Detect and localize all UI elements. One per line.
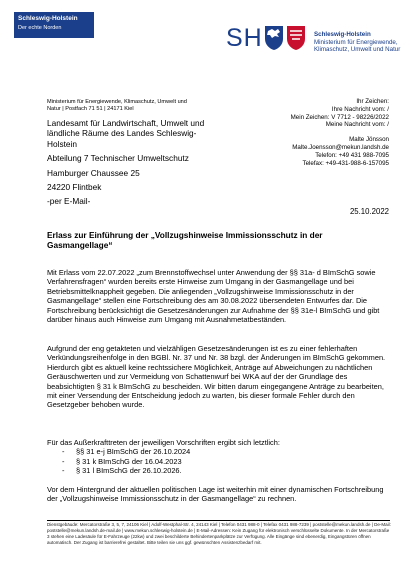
contact-email[interactable]: Malte.Joensson@mekun.landsh.de [292,143,389,151]
ihr-zeichen: Ihr Zeichen: [356,98,389,105]
logo-tagline: Der echte Norden [18,25,62,31]
mein-zeichen: Mein Zeichen: V 7712 - 98226/2022 [290,113,389,121]
delivery-note: -per E-Mail- [47,196,91,207]
body-paragraph-1: Mit Erlass vom 22.07.2022 „zum Brennstoffwechsel unter Anwendung der §§ 31a- d BImSchG sowie Verfahrensfragen“ wurden bereits erste Hinweise zum Umgang in der Gasmangellage und bei Betriebsmittelknappheit gegeben. Die anliegenden „Vollzugshinweise Immissionsschutz in der Gasmangellage“ stellen eine Fortschreibung des am 30.08.2022 übersendeten Entwurfes dar. Die Fortschreibung berücksichtigt die Gesetzesänderungen zur Aufnahme der §§ 31e-l BImSchG und gibt darüber hinaus auch Hinweise zum Umgang mit Ausnahmetatbeständen. [47,268,380,325]
sh-logo-mark: SH [226,24,263,52]
list-item [62,466,190,476]
list-item [62,447,190,457]
list-item [62,457,190,467]
bullet-marker: - [62,456,65,466]
expiry-list [62,447,190,476]
ihre-nachricht: Ihre Nachricht vom: / [331,105,389,113]
recipient-line: Abteilung 7 Technischer Umweltschutz [47,153,189,164]
ministry-brand: Schleswig-Holstein [314,31,371,38]
body-paragraph-3: Für das Außerkrafttreten der jeweiligen Vorschriften ergibt sich letztlich: [47,438,280,447]
meine-nachricht: Meine Nachricht vom: / [325,121,389,129]
ministry-logo-text [314,31,410,54]
recipient-line: 24220 Flintbek [47,182,102,193]
footer-text: Dienstgebäude: Mercatorstraße 3, 5, 7, 24106 Kiel | Adolf-Westphal-Str. 4, 24143 Kiel | Telefon 0431 988-0 | Telefax 0431 988-7239 | poststelle@mekun.landsh.de | De-Mail: poststelle@mekun.landsh.de-mail.de | www.mekun.schleswig-holstein.de | E-Mail-Adressen: Kein Zugang für elektronisch verschlüsselte Dokumente. In der Mercatorstraße 3 stehen eine Ladesäule für E-Fahrzeuge (22kw) und zwei beschilderte Behindertenparkplätze zur Verfügung. Alle Eingänge sind ebenerdig, Eingangstüren öffnen automatisch. Der Zugang ist barrierefrei gestaltet. Bitte teilen sie uns ggf. gewünschten Assistenzbedarf mit. [47,522,391,545]
schleswig-holstein-logo [14,12,94,38]
letter-subject: Erlass zur Einführung der „Vollzugshinweise Immissionsschutz in der Gasmangellage“ [47,230,323,251]
list-item-text: § 31 k BImSchG der 16.04.2023 [76,456,182,466]
bullet-marker: - [62,447,65,456]
logo-title: Schleswig-Holstein [18,15,78,22]
contact-phone: Telefon: +49 431 988-7095 [315,151,389,159]
recipient-line: Hamburger Chaussee 25 [47,167,140,178]
recipient-line: Holstein [47,138,77,149]
letter-date: 25.10.2022 [349,207,389,216]
footer-divider [47,520,390,521]
sender-line: Ministerium für Energiewende, Klimaschutz, Umwelt und Natur | Postfach 71 51 | 24171 Kiel [47,99,187,112]
recipient-line: ländliche Räume des Landes Schleswig- [47,128,197,139]
body-paragraph-2: Aufgrund der eng getakteten und vielzähligen Gesetzesänderungen ist es zu einer fehlerhaften Verkündungsreihenfolge in den BGBl. Nr. 37 und Nr. 38 bzgl. der Änderungen im BImSchG gekommen. Hierdurch gibt es aktuell keine rechtssichere Möglichkeit, Anträge auf Abweichungen zu nächtlichen Geräuschwerten und zur Vermeidung von Schattenwurf bei WKA auf der der Grundlage des beabsichtigten § 31 k BImSchG zu bescheiden. Wir bitten darum eingegangene Anträge zu bearbeiten, mit einer Versendung der Entscheidung jedoch zu warten, bis dieser formale Fehler durch den Gesetzgeber behoben wurde. [47,344,386,410]
reference-info [179,98,389,167]
coat-of-arms-icon [263,25,307,51]
contact-fax: Telefax: +49-431-988-6-157095 [302,159,389,167]
list-item-text: § 31 l BImSchG der 26.10.2026. [76,466,182,476]
bullet-marker: - [62,466,65,476]
contact-name: Malte Jönsson [349,136,389,144]
ministry-name-line-1: Ministerium für Energiewende, [314,38,398,46]
list-item-text: §§ 31 e-j BImSchG der 26.10.2024 [76,447,191,456]
ministry-name-line-2: Klimaschutz, Umwelt und Natur [314,46,401,54]
body-paragraph-4: Vor dem Hintergrund der aktuellen politischen Lage ist weiterhin mit einer dynamischen Fortschreibung der „Vollzugshinweise Immissionsschutz in der Gasmangellage“ zu rechnen. [47,485,384,504]
recipient-line: Landesamt für Landwirtschaft, Umwelt und [47,118,205,128]
